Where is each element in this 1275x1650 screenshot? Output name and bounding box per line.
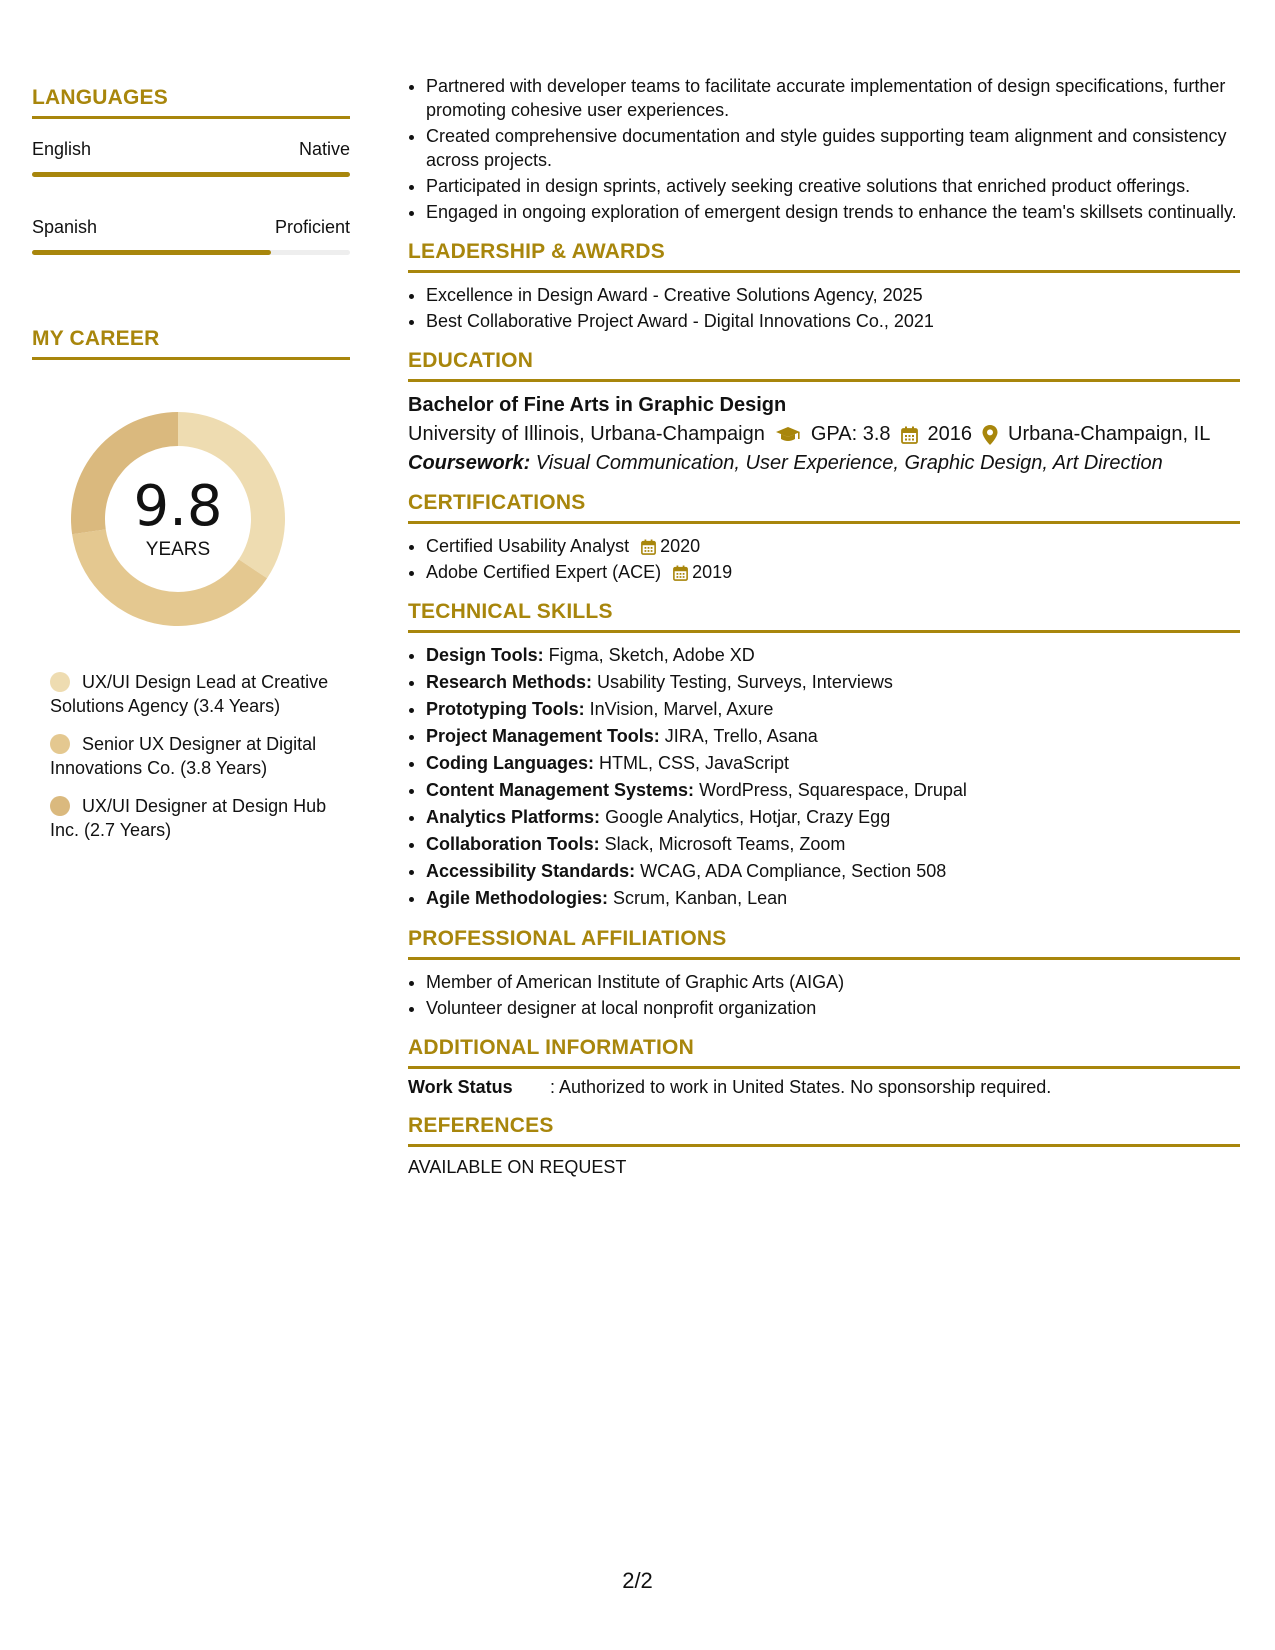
- career-total-value: 9.8: [133, 474, 223, 539]
- skill-item: [426, 751, 1240, 776]
- legend-dot-icon: [50, 796, 70, 816]
- work-status-row: [408, 1077, 1240, 1098]
- skill-value: Scrum, Kanban, Lean: [608, 888, 788, 908]
- leadership-section: [408, 240, 1240, 333]
- skill-item: [426, 805, 1240, 830]
- references-title: REFERENCES: [408, 1114, 1240, 1147]
- map-pin-icon: [982, 425, 998, 445]
- skill-item: [426, 859, 1240, 884]
- education-title: EDUCATION: [408, 349, 1240, 382]
- experience-bullet: • Partnered with developer teams to facilitate accurate implementation of design specifications, further promoting cohesive user experiences.: [426, 74, 1240, 122]
- skill-label: Content Management Systems:: [426, 780, 695, 800]
- career-legend-item: [50, 670, 340, 718]
- education-location: Urbana-Champaign, IL: [1008, 423, 1211, 445]
- skill-item: [426, 724, 1240, 749]
- career-legend-item: [50, 732, 340, 780]
- career-role-text: Senior UX Designer at Digital Innovations Co. (3.8 Years): [50, 734, 317, 778]
- education-school: University of Illinois, Urbana-Champaign: [408, 423, 765, 445]
- language-level: Proficient: [274, 217, 350, 237]
- skill-value: Slack, Microsoft Teams, Zoom: [599, 834, 846, 854]
- calendar-icon: [673, 565, 688, 581]
- skill-value: Figma, Sketch, Adobe XD: [543, 645, 755, 665]
- skill-label: Design Tools:: [426, 645, 544, 665]
- references-section: [408, 1114, 1240, 1178]
- skill-value: JIRA, Trello, Asana: [659, 726, 818, 746]
- experience-bullet: • Participated in design sprints, actively seeking creative solutions that enriched product offerings.: [426, 174, 1240, 198]
- language-proficiency-fill: [32, 250, 271, 255]
- main-content: [408, 74, 1240, 1178]
- education-coursework: [408, 452, 1240, 475]
- skill-label: Accessibility Standards:: [426, 861, 636, 881]
- education-year: 2016: [927, 423, 972, 445]
- career-role-text: UX/UI Designer at Design Hub Inc. (2.7 Years): [50, 796, 327, 840]
- certification-name: Adobe Certified Expert (ACE): [426, 562, 662, 582]
- skill-value: HTML, CSS, JavaScript: [594, 753, 790, 773]
- work-status-label: Work Status: [408, 1077, 513, 1097]
- skill-value: WordPress, Squarespace, Drupal: [694, 780, 967, 800]
- certification-item: [426, 560, 1240, 584]
- language-proficiency-fill: [32, 172, 350, 177]
- experience-bullets: [408, 74, 1240, 224]
- skill-label: Research Methods:: [426, 672, 593, 692]
- additional-section: [408, 1036, 1240, 1098]
- calendar-icon: [901, 426, 918, 444]
- language-item: [32, 217, 350, 255]
- skill-value: Google Analytics, Hotjar, Crazy Egg: [600, 807, 891, 827]
- skills-section: [408, 600, 1240, 911]
- certifications-title: CERTIFICATIONS: [408, 491, 1240, 524]
- affiliation-item: • Member of American Institute of Graphic Arts (AIGA): [426, 970, 1240, 994]
- career-total-label: YEARS: [145, 539, 211, 560]
- skill-item: [426, 778, 1240, 803]
- skill-label: Project Management Tools:: [426, 726, 660, 746]
- award-item: • Best Collaborative Project Award - Digital Innovations Co., 2021: [426, 309, 1240, 333]
- certification-name: Certified Usability Analyst: [426, 536, 630, 556]
- skill-item: [426, 832, 1240, 857]
- career-donut-chart: [63, 404, 293, 634]
- skill-label: Agile Methodologies:: [426, 888, 608, 908]
- language-proficiency-bar: [32, 172, 350, 177]
- certification-year: 2019: [692, 562, 733, 582]
- career-legend: [50, 670, 340, 842]
- work-status-value: : Authorized to work in United States. No sponsorship required.: [550, 1077, 1052, 1097]
- additional-title: ADDITIONAL INFORMATION: [408, 1036, 1240, 1069]
- legend-dot-icon: [50, 672, 70, 692]
- affiliations-section: [408, 927, 1240, 1020]
- skill-item: [426, 670, 1240, 695]
- career-legend-item: [50, 794, 340, 842]
- affiliation-item: • Volunteer designer at local nonprofit organization: [426, 996, 1240, 1020]
- career-role-text: UX/UI Design Lead at Creative Solutions Agency (3.4 Years): [50, 672, 329, 716]
- skill-label: Coding Languages:: [426, 753, 594, 773]
- certification-year: 2020: [660, 536, 701, 556]
- legend-dot-icon: [50, 734, 70, 754]
- education-details: [408, 423, 1240, 446]
- leadership-title: LEADERSHIP & AWARDS: [408, 240, 1240, 273]
- experience-bullet: • Engaged in ongoing exploration of emergent design trends to enhance the team's skillsets continually.: [426, 200, 1240, 224]
- skill-item: [426, 886, 1240, 911]
- language-level: Native: [298, 139, 350, 159]
- education-gpa: GPA: 3.8: [810, 423, 891, 445]
- experience-bullet: • Created comprehensive documentation and style guides supporting team alignment and consistency across projects.: [426, 124, 1240, 172]
- skill-value: WCAG, ADA Compliance, Section 508: [635, 861, 947, 881]
- coursework-list: Visual Communication, User Experience, Graphic Design, Art Direction: [530, 452, 1163, 474]
- award-item: • Excellence in Design Award - Creative Solutions Agency, 2025: [426, 283, 1240, 307]
- page-number: 2/2: [622, 1568, 653, 1593]
- certification-item: [426, 534, 1240, 558]
- certifications-section: [408, 491, 1240, 584]
- skill-value: Usability Testing, Surveys, Interviews: [592, 672, 893, 692]
- skill-value: InVision, Marvel, Axure: [584, 699, 774, 719]
- graduation-cap-icon: [775, 426, 801, 444]
- affiliations-title: PROFESSIONAL AFFILIATIONS: [408, 927, 1240, 960]
- language-name: English: [32, 139, 92, 159]
- references-text: AVAILABLE ON REQUEST: [408, 1157, 627, 1177]
- language-item: [32, 139, 350, 177]
- skill-item: [426, 697, 1240, 722]
- languages-title: LANGUAGES: [32, 86, 350, 119]
- sidebar: [32, 86, 350, 856]
- coursework-label: Coursework:: [408, 452, 531, 474]
- language-name: Spanish: [32, 217, 98, 237]
- education-degree: Bachelor of Fine Arts in Graphic Design: [408, 394, 787, 416]
- career-title: MY CAREER: [32, 327, 350, 360]
- skills-title: TECHNICAL SKILLS: [408, 600, 1240, 633]
- education-section: [408, 349, 1240, 475]
- calendar-icon: [641, 539, 656, 555]
- language-proficiency-bar: [32, 250, 350, 255]
- skill-label: Prototyping Tools:: [426, 699, 585, 719]
- skill-item: [426, 643, 1240, 668]
- skill-label: Analytics Platforms:: [426, 807, 601, 827]
- skill-label: Collaboration Tools:: [426, 834, 600, 854]
